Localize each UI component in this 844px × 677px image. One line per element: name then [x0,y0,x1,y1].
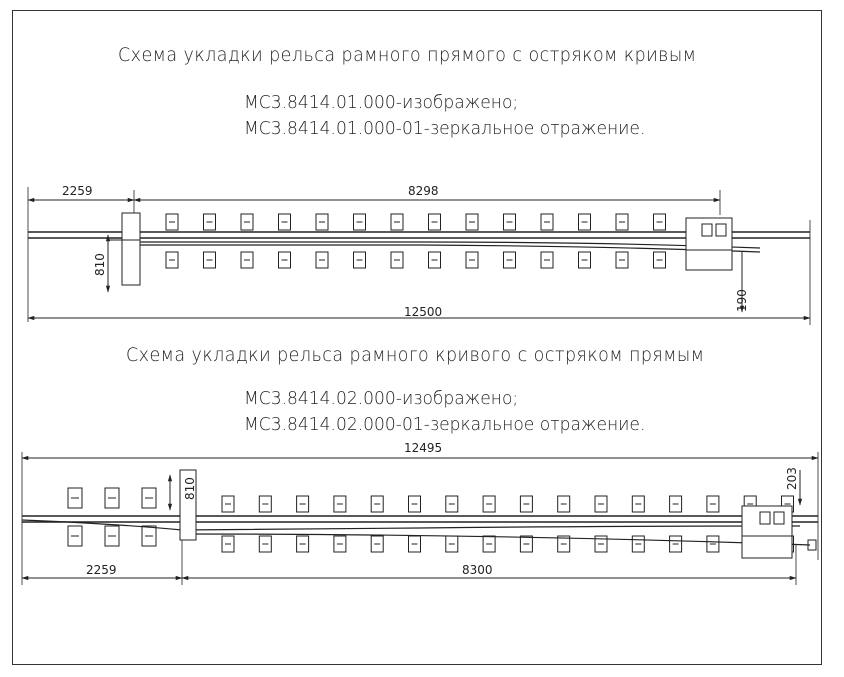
scheme2-dim-span: 8300 [462,563,493,577]
scheme1-dim-left: 2259 [62,184,93,198]
scheme2-diagram [22,452,818,585]
scheme2-title: Схема укладки рельса рамного кривого с остряком прямым [126,344,705,366]
scheme1-title: Схема укладки рельса рамного прямого с остряком кривым [118,44,697,66]
scheme2-dim-left: 2259 [86,563,117,577]
scheme2-code-line1: МС3.8414.02.000-изображено; [244,388,519,409]
scheme2-sleepers [68,488,794,552]
scheme2-code-line2: МС3.8414.02.000-01-зеркальное отражение. [244,414,646,435]
scheme1-sleepers [166,214,666,268]
scheme1-dim-offset: 190 [735,289,749,312]
scheme2-dim-total: 12495 [404,441,443,455]
scheme1-dim-total: 12500 [404,305,443,319]
scheme2-dim-offset: 203 [785,467,799,490]
scheme1-code-line2: МС3.8414.01.000-01-зеркальное отражение. [244,118,646,139]
scheme1-dim-height: 810 [93,253,107,276]
scheme1-dim-span: 8298 [408,184,439,198]
scheme2-dim-height: 810 [183,477,197,500]
scheme1-code-line1: МС3.8414.01.000-изображено; [244,92,519,113]
